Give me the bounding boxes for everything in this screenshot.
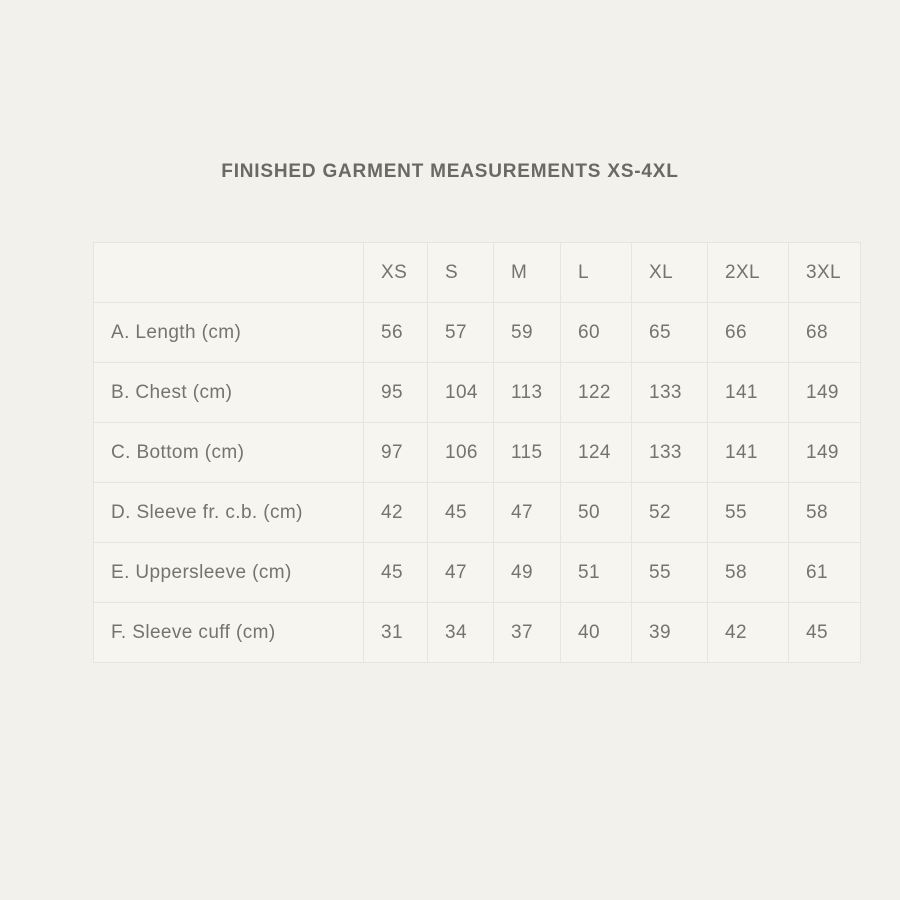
measurement-value-cell: 45: [789, 603, 861, 663]
measurement-value-cell: 115: [494, 423, 561, 483]
size-header-cell: XS: [364, 243, 428, 303]
measurement-value-cell: 124: [561, 423, 632, 483]
measurement-value-cell: 34: [428, 603, 494, 663]
measurement-value-cell: 52: [632, 483, 708, 543]
measurement-value-cell: 50: [561, 483, 632, 543]
size-header-cell: L: [561, 243, 632, 303]
measurement-value-cell: 57: [428, 303, 494, 363]
table-row: [94, 483, 861, 543]
measurement-value-cell: 39: [632, 603, 708, 663]
measurement-value-cell: 42: [708, 603, 789, 663]
measurement-value-cell: 58: [789, 483, 861, 543]
size-header-cell: M: [494, 243, 561, 303]
measurement-value-cell: 55: [708, 483, 789, 543]
measurement-value-cell: 42: [364, 483, 428, 543]
measurement-value-cell: 45: [428, 483, 494, 543]
corner-cell: [94, 243, 364, 303]
measurement-value-cell: 55: [632, 543, 708, 603]
size-header-cell: XL: [632, 243, 708, 303]
size-header-cell: S: [428, 243, 494, 303]
measurement-value-cell: 133: [632, 423, 708, 483]
measurement-value-cell: 56: [364, 303, 428, 363]
measurement-value-cell: 49: [494, 543, 561, 603]
measurement-value-cell: 37: [494, 603, 561, 663]
measurement-value-cell: 47: [494, 483, 561, 543]
table-header-row: [94, 243, 861, 303]
measurement-value-cell: 31: [364, 603, 428, 663]
measurement-value-cell: 40: [561, 603, 632, 663]
measurement-value-cell: 97: [364, 423, 428, 483]
measurement-value-cell: 95: [364, 363, 428, 423]
measurement-value-cell: 106: [428, 423, 494, 483]
measurement-value-cell: 149: [789, 423, 861, 483]
measurement-value-cell: 133: [632, 363, 708, 423]
measurement-value-cell: 65: [632, 303, 708, 363]
measurement-label-cell: A. Length (cm): [94, 303, 364, 363]
table-body: [94, 303, 861, 663]
measurement-value-cell: 59: [494, 303, 561, 363]
measurement-value-cell: 141: [708, 423, 789, 483]
measurement-label-cell: E. Uppersleeve (cm): [94, 543, 364, 603]
measurement-value-cell: 68: [789, 303, 861, 363]
table-row: [94, 363, 861, 423]
measurement-label-cell: B. Chest (cm): [94, 363, 364, 423]
table-row: [94, 303, 861, 363]
measurement-value-cell: 58: [708, 543, 789, 603]
table-row: [94, 423, 861, 483]
table-row: [94, 603, 861, 663]
measurement-label-cell: D. Sleeve fr. c.b. (cm): [94, 483, 364, 543]
measurement-value-cell: 45: [364, 543, 428, 603]
table-head: [94, 243, 861, 303]
page-title: FINISHED GARMENT MEASUREMENTS XS-4XL: [221, 161, 679, 182]
measurement-value-cell: 122: [561, 363, 632, 423]
measurements-table: [93, 242, 861, 663]
measurement-value-cell: 60: [561, 303, 632, 363]
measurement-value-cell: 61: [789, 543, 861, 603]
size-header-cell: 2XL: [708, 243, 789, 303]
size-table-container: [93, 242, 861, 663]
measurement-value-cell: 51: [561, 543, 632, 603]
measurement-label-cell: C. Bottom (cm): [94, 423, 364, 483]
measurement-value-cell: 113: [494, 363, 561, 423]
size-header-cell: 3XL: [789, 243, 861, 303]
measurement-value-cell: 104: [428, 363, 494, 423]
measurement-value-cell: 149: [789, 363, 861, 423]
measurement-value-cell: 66: [708, 303, 789, 363]
table-row: [94, 543, 861, 603]
measurement-value-cell: 141: [708, 363, 789, 423]
measurement-label-cell: F. Sleeve cuff (cm): [94, 603, 364, 663]
measurement-value-cell: 47: [428, 543, 494, 603]
